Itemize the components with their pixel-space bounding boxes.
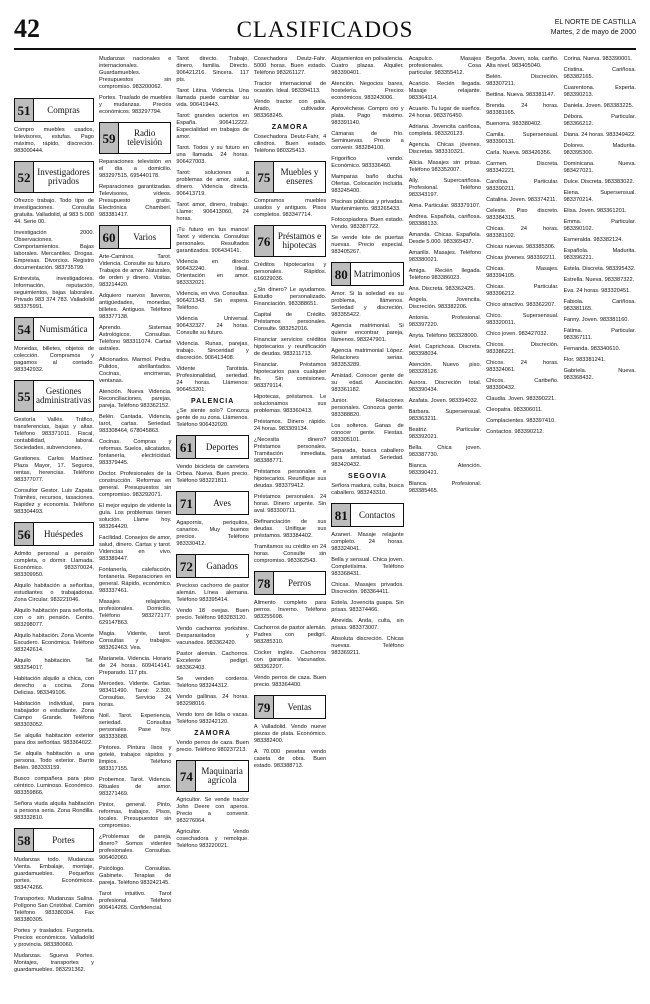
classified-ad: Pintores. Pintura lisos y gotelé, trabajos rápidos y limpios. Teléfono 983317155.: [98, 745, 172, 772]
category-number: 78: [255, 572, 274, 594]
category-header: [176, 554, 248, 578]
category-number: 52: [15, 162, 34, 192]
page-number: 42: [14, 14, 40, 43]
category-header: [14, 317, 94, 341]
classified-ad: Alquilo habitación. Zona Vicente Escudero. Económica. Teléfono 983242614.: [14, 633, 94, 653]
classified-ad: Bárbara. Supersensual. 983363211.: [408, 409, 482, 422]
category-number: 51: [15, 99, 34, 121]
classified-ad: Tarot intuitivo. Tarot profesional. Teléfono 906414265. Confidencial.: [98, 891, 172, 911]
classified-ad: Tractor internacional de ocasión. Ideal. 983394113.: [253, 81, 327, 94]
classified-ad: Se alquila habitación exterior para dos señoritas. 983364022.: [14, 733, 94, 746]
classified-ad: Tarot: grandes aciertos en España. 906412222. Especialidad en trabajos de amor.: [176, 113, 249, 140]
category-header: [331, 503, 403, 527]
category-header: [176, 760, 248, 792]
category-number: 76: [255, 226, 274, 256]
classified-ad: Chico atractivo. 983362207.: [486, 302, 556, 308]
classified-ad: Bianca. Atención. 983390421.: [408, 463, 482, 476]
city-subheading: ZAMORA: [194, 730, 231, 737]
classified-ad: Magia. Vidente, tarot. Consultas y trabajos. 983262463. Vea.: [98, 631, 172, 651]
category-header: [254, 571, 326, 595]
classified-ad: Alimento completo para perros. Inverno. Teléfono 983255698.: [253, 600, 327, 620]
classified-ad: Mudanzas todo. Mudanzas Vienta. Embalaje, montaje, guardamuebles. Pequeños portes. Económicos. 983474266.: [14, 857, 94, 891]
category-number: 80: [332, 263, 351, 285]
classified-ad: Adriana. Jovencita cariñosa, completa. 983320123.: [408, 124, 482, 137]
category-header: [176, 491, 248, 515]
classified-ad: Buenorra. 983380402.: [486, 121, 542, 127]
classified-ad: Financiar. Préstamos hipotecarios para cualquier fin. Sin comisiones. 983379114.: [253, 362, 327, 389]
classified-ad: Videncia. Runas, parejas, trabajo. Sinceridad y discreción. 906413408.: [176, 341, 249, 361]
classified-ad: Chicas. Particular. 983396212.: [486, 284, 559, 297]
classified-ad: Admito personal a pensión completa, o dormir. Llamada. Económico. 983370024, 983309950.: [14, 551, 94, 578]
category-title: Numismática: [39, 323, 88, 334]
category-number: 58: [15, 829, 34, 851]
category-title: Radio televisión: [127, 128, 163, 147]
classified-ad: Préstamos personales e hipotecarios. Reunifique sus deudas. 983379412.: [253, 469, 327, 489]
category-header: [14, 522, 94, 546]
classified-ad: Elena. Supersensual. 983370214.: [563, 190, 636, 203]
classified-ad: Vendo tractor con pala. Arado, cultivador. 983368245.: [253, 99, 327, 119]
classified-ad: Chico joven. 983427032.: [486, 331, 549, 337]
section-title: CLASIFICADOS: [236, 17, 414, 42]
classified-ad: Frigorífico vendo. Económico. 983336460.: [331, 156, 404, 169]
column: [254, 56, 326, 996]
column: [486, 56, 558, 996]
classified-ad: ¡Tu futuro en tus manos! Tarot y videncia. Consultas personales. Resultados garantizados. 906434141.: [176, 227, 249, 254]
classified-ad: Aprendo. Sistemas Astrológicos. Consultas. Teléfono 983311074. Cartas astrales.: [98, 325, 172, 352]
publication-date: Martes, 2 de mayo de 2000: [550, 29, 636, 36]
classified-ad: Elisa. Joven. 983361201.: [563, 208, 627, 214]
classified-ad: Emma. Particular. 983390102.: [563, 219, 636, 232]
classified-ad: Cocker inglés. Cachorros con garantía. Vacunados. 983362207.: [253, 650, 327, 670]
classified-ad: Junior. Relaciones personales. Conozca gente. 983388820.: [331, 398, 404, 418]
classified-ad: Señora madura, culta, busca caballero. 983243310.: [331, 483, 404, 496]
classified-ad: Azaneri. Masaje relajante completo. 24 horas. 983324041.: [331, 532, 404, 552]
classified-ad: Vidente Tarotista. Profesionalidad, seriedad. 24 horas. Llámenos: 906453201.: [176, 366, 249, 393]
category-title: Investigadores privados: [37, 167, 90, 186]
category-header: [14, 98, 94, 122]
category-title: Portes: [52, 834, 75, 845]
classified-ad: Cámaras de frío. Seminuevas. Precio a convenir. 983284100.: [331, 131, 404, 151]
category-header: [176, 435, 248, 459]
classified-ad: Investigación 2000. Observaciones. Comportamientos. Bajas laborales. Mercantiles. Drogas. Empresas. Divorcios. Registro documentación. 983735799.: [14, 230, 94, 271]
classified-ad: Contactos. 983390212.: [486, 429, 544, 435]
category-number: 71: [177, 492, 196, 514]
classified-ad: Agricultor. Se vende tractor John Deere con aperos. Precio a convenir. 983276064.: [176, 797, 249, 824]
classified-ad: Chicos. Caribeño. 983390432.: [486, 378, 559, 391]
classified-ad: Ángela. Jovencita. Discreción. 983382206.: [408, 297, 482, 310]
classified-ad: Cristina. Cariñosa. 983382165.: [563, 67, 636, 80]
classified-ad: Corina. Nueva. 983390001.: [563, 56, 632, 62]
classified-ad: Amistad. Conocer gente de su edad. Asociación. 983361182.: [331, 373, 404, 393]
classified-ad: Agencia. Chicas jóvenes. Discretas. 983310321.: [408, 142, 482, 155]
classified-ad: Belén. Discreción. 983307211.: [486, 74, 559, 87]
classified-ad: Cosechadora Deutz-Fahr, 4 cilindros. Buen estado. Teléfono 980325413.: [253, 134, 327, 154]
classified-ad: Vendo cachorros yorkshire. Desparasitados y vacunados. 983362420.: [176, 626, 249, 646]
classified-ad: Chicos. Discreción. 983386221.: [486, 342, 559, 355]
classified-ad: Créditos hipotecarios y personales. Rápidos. 616029036.: [253, 262, 327, 282]
classified-ad: Amiga. Recién llegada. Teléfono 983386023.: [408, 268, 482, 281]
classified-ad: Amor. Si la soledad es su problema, llámenos. Seriedad y discreción. 983355422.: [331, 291, 404, 318]
classified-ad: ¿Problemas de pareja, dinero? Somos videntes profesionales. Consultas. 906402060.: [98, 834, 172, 861]
classified-ad: Reparaciones garantizadas. Televisores, vídeos. Presupuesto gratis. Electrónica Chamberí. 983381417.: [98, 184, 172, 218]
classified-ad: Acaricio. Recién llegada. Masaje relajante. 983364114.: [408, 81, 482, 101]
classified-ad: Andrea. Española, cariñosa. 983388133.: [408, 214, 482, 227]
classified-ad: A Valladolid. Vendo nueve piezas de plata. Económico. 983382400.: [253, 724, 327, 744]
classified-ad: Aurora. Discreción total. 983390434.: [408, 380, 482, 393]
classified-ad: Agapornis, periquitos, canarios. Muy buenos precios. Teléfono 983330412.: [176, 520, 249, 547]
category-title: Deportes: [205, 441, 239, 452]
classified-ad: Doctor. Profesionales de la construcción. Reformas en general. Presupuestos sin compromiso. 983292071.: [98, 471, 172, 498]
classified-ad: Cuarentona. Experta. 983390213.: [563, 85, 636, 98]
category-number: 56: [15, 523, 34, 545]
category-header: [331, 262, 403, 286]
classified-ad: Se alquila habitación a una persona. Todo exterior. Barrio Belén. 983333159.: [14, 751, 94, 771]
classified-ad: El mejor equipo de vidente la guía. Los problemas tienen solución. Llame hoy. 983264420.: [98, 503, 172, 530]
classified-ad: Aficionados. Marmol. Pedra. Pulidos, abrillantados. Cocinas, encimeras, ventanas.: [98, 357, 172, 384]
category-title: Compras: [47, 104, 80, 115]
category-header: [99, 122, 171, 154]
classified-ad: Amarilis. Masajes. Teléfono 983380021.: [408, 250, 482, 263]
classified-ad: Compramos muebles usados y antiguos. Pisos completos. 983347714.: [253, 198, 327, 218]
classified-ad: Vendo 18 ovejas. Buen precio. Teléfono 983283120.: [176, 608, 249, 621]
classified-ad: Chicas nuevas. 983385306.: [486, 244, 556, 250]
classified-ad: Estrella. Nueva. 983387322.: [563, 277, 635, 283]
classified-ad: Beatriz. Particular. 983392021.: [408, 427, 482, 440]
classified-ad: Estela. Jovencita guapa. Sin prisas. 983374466.: [331, 600, 404, 613]
category-title: Aves: [213, 497, 232, 508]
header-rule: [14, 48, 636, 50]
classified-ad: Consultor Gestor. Luis Zapata. Trámites, recursos, tasaciones. Rapidez y economía. Teléfono 983304493.: [14, 488, 94, 515]
category-number: 72: [177, 555, 196, 577]
classified-ad: Pastor alemán. Cachorros. Excelente pedigrí. 983362403.: [176, 651, 249, 671]
classified-ad: Chicas. 24 horas. 983381102.: [486, 226, 559, 239]
category-number: 79: [255, 696, 274, 718]
classified-ad: Videncia en directo 906432240. Ideal. Orientación en amor. 983332021.: [176, 259, 249, 286]
classified-ad: Gabriela. Nueva. 983368432.: [563, 368, 636, 381]
classified-ad: Préstamos personales. 24 horas. Dinero urgente. Sin aval. 983300711.: [253, 494, 327, 514]
category-title: Perros: [288, 577, 312, 588]
classified-ad: Bella y sensual. Chica joven. Completísima. Teléfono 983368431.: [331, 557, 404, 577]
classified-ad: Bella. Chica joven. 983387730.: [408, 445, 482, 458]
classified-ad: Separada, busca caballero para amistad. Seriedad. 983420432.: [331, 448, 404, 468]
classified-ad: Probemos. Tarot. Videncia. Rituales de amor. 983271469.: [98, 777, 172, 797]
classified-ad: Ana. Discreta. 983362425.: [408, 286, 475, 292]
classified-ad: Acapulco. Masajes profesionales. Cosa particular. 983355412.: [408, 56, 482, 76]
classified-ad: Flor. 983381241.: [563, 357, 606, 363]
classified-ad: Dolores. Madurita. 983395300.: [563, 143, 636, 156]
category-header: [14, 161, 94, 193]
classified-ad: Tramitamos su crédito en 24 horas. Consulte sin compromiso. 983362543.: [253, 544, 327, 564]
city-subheading: PALENCIA: [190, 398, 235, 405]
classified-ad: Española. Madurita. 983396221.: [563, 248, 636, 261]
classified-ad: Esmeralda. 983382124.: [563, 237, 623, 243]
category-header: [254, 161, 326, 193]
classified-ad: Azafata. Joven. 983394032.: [408, 398, 479, 404]
category-title: Maquinaria agrícola: [201, 766, 243, 785]
classified-ad: Financiar servicios créditos hipotecarios y reunificación de deudas. 983211713.: [253, 337, 327, 357]
classified-ad: Portes y traslados. Furgoneta. Precios económicos. Valladolid y provincia. 983380060.: [14, 928, 94, 948]
classified-ad: Piscinas públicas y privadas. Mantenimiento. 983265433.: [331, 199, 404, 212]
classified-ad: Chicos. 24 horas. 983324061.: [486, 360, 559, 373]
classified-ad: Aprovéchese. Compro oro y plata. Pago máximo. 983391140.: [331, 106, 404, 126]
classified-ad: Catalina. Joven. 983374211.: [486, 197, 557, 203]
classified-ad: Vendo bicicleta de carretera Orbea. Nueva. Buen precio. Teléfono 983221811.: [176, 464, 249, 484]
classified-ad: Facilidad. Consejos de amor, salud, dinero. Cartas y tarot. Videncias en vivo. 983389447.: [98, 535, 172, 562]
classified-ad: Agricultor. Vendo cosechadora y remolque. Teléfono 983220021.: [176, 829, 249, 849]
classified-ad: Refinanciación de sus deudas. Unifique sus préstamos. 983384402.: [253, 519, 327, 539]
classified-ad: Chicas. Masajes privados. Discreción. 983364411.: [331, 582, 404, 595]
classified-ad: Diana. 24 horas. 983349422.: [563, 132, 636, 138]
category-number: 59: [100, 123, 119, 153]
classified-ad: Precioso cachorro de pastor alemán. Línea alemana. Teléfono 983395414.: [176, 583, 249, 603]
classified-ad: Reparaciones televisión en el día a domicilio. 983297515. 695440178.: [98, 159, 172, 179]
classified-ad: Noil. Tarot. Experiencia, seriedad. Consultas personales. Pase hoy. 983333688.: [98, 713, 172, 740]
classified-ad: Videncia, en vivo. Consultas. 906421343. Sin espera. Teléfono.: [176, 291, 249, 311]
category-header: [254, 225, 326, 257]
classified-ad: Los solteros. Ganas de conocer gente. Fiestas. 983305101.: [331, 423, 404, 443]
classified-ad: Cleopatra. 983306011.: [486, 407, 543, 413]
classified-ad: Fabiola. Cariñosa. 983381165.: [563, 299, 636, 312]
classified-ad: Daniela. Joven. 983383225.: [563, 103, 634, 109]
classified-ad: Cachorros de pastor alemán. Padres con pedigrí. 983285310.: [253, 625, 327, 645]
classified-ad: Vendo perros de caza. Buen precio. 983364400.: [253, 675, 327, 688]
city-subheading: SEGOVIA: [348, 473, 387, 480]
classified-ad: Alojamientos en polivalencia. Cuatro plazas. Alquiler. 983390401.: [331, 56, 404, 76]
classified-ad: Blanca. Profesional. 983385465.: [408, 481, 482, 494]
classified-ad: Anyta. Teléfono 983328000.: [408, 333, 479, 339]
column-spacer: [14, 56, 94, 92]
classified-ad: Begoña. Joven, sola, cariño. Alta nivel. 983405040.: [486, 56, 559, 69]
classified-ad: Monedas, billetes, objetos de colección. Compramos y pagamos al contado. 983342932.: [14, 346, 94, 373]
classified-ad: Fanny. Joven. 983381160.: [563, 317, 629, 323]
classified-ad: Ally. Supercariñosa. Profesional. Teléfono 983343197.: [408, 178, 482, 198]
category-title: Contactos: [358, 509, 395, 520]
classified-ad: Vendo toro de lidia o vacas. Teléfono 983242120.: [176, 712, 249, 725]
category-number: 54: [15, 318, 34, 340]
classified-ad: Transportes. Mudanzas Salina. Polígono San Cristóbal. Camión Teléfono 983380304. Fax 983380305.: [14, 896, 94, 923]
classified-ad: Entrevista, investigadores. Información, reputación, seguimientos, bajas laborales. Privado 983 374 783. Valladolid 983375991.: [14, 276, 94, 310]
classified-ad: Fotocopiadora. Buen estado. Vendo. 983387722.: [331, 217, 404, 230]
classified-ad: Ofrezco trabajo. Todo tipo de investigaciones. Consulta gratuita. Valladolid, al 983 5.000 44. Serie 00.: [14, 198, 94, 225]
city-subheading: ZAMORA: [271, 124, 309, 131]
classified-ad: Acuario. Tu lugar de sueños. 24 horas. 983376450.: [408, 106, 482, 119]
classified-ad: Chico. Supersensual. 983320011.: [486, 313, 559, 326]
classified-ad: Estela. Discreta. 983395432.: [563, 266, 636, 272]
classified-ad: Tarot amor, dinero, trabajo. Llame: 906413060, 24 horas.: [176, 202, 249, 222]
classified-ad: Bettina. Nueva. 983381147.: [486, 92, 556, 98]
classified-ad: Chicas jóvenes. 983392211.: [486, 255, 557, 261]
classified-ad: Se vende lote de puertas nuevas. Precio especial. 983405267.: [331, 235, 404, 255]
classified-ad: Agencia matrimonial. Si quiere encontrar pareja, llámenos. 983247901.: [331, 323, 404, 343]
classified-ad: Atención. Nueva Videncia. Reconciliaciones, parejas, pareja. Teléfono 983362152.: [98, 389, 172, 409]
classified-ad: Alicia. Masajes sin prisas. Teléfono 983352007.: [408, 160, 482, 173]
classified-ad: Tarot directo. Trabajo, dinero, familia. Directo. 906421216. Sincera. 117 pts.: [176, 56, 249, 83]
category-number: 75: [255, 162, 274, 192]
classified-ad: Marianela. Videncia. Horario de 24 horas. 609414141. Preparado. 117 pts.: [98, 656, 172, 676]
classified-ad: Brenda. 24 horas. 983381165.: [486, 103, 559, 116]
category-title: Muebles y enseres: [280, 167, 319, 186]
classified-ad: Gestoría Vallés. Tráfico, transferencias, bajas y altas. Teléfono 983371011. Fiscal, contabilidad, laboral. Sociedades, subvenciones.: [14, 417, 94, 451]
category-header: [99, 225, 171, 249]
classifieds-columns: [14, 56, 636, 996]
category-title: Ganados: [206, 560, 238, 571]
classified-ad: Antonia. Profesional. 983397220.: [408, 315, 482, 328]
column: [14, 56, 94, 996]
classified-ad: ¿Sin dinero? Le ayudamos. Estudio personalizado. Financiación. 983388651.: [253, 287, 327, 307]
classified-ad: Alquilo habitación a señoritas, estudiantes o trabajadoras. Zona Circular. 983221046.: [14, 583, 94, 603]
publication-name: EL NORTE DE CASTILLA: [554, 19, 636, 26]
classified-ad: Agencia matrimonial López. Relaciones serias. 983353289.: [331, 348, 404, 368]
classified-ad: Fátima. Particular. 983367111.: [563, 328, 636, 341]
classified-ad: Eva. 24 horas. 983320451.: [563, 288, 631, 294]
classified-ad: Alquilo habitación. Tel. 983254017.: [14, 658, 94, 671]
classified-ad: Capital de Crédito. Préstamos personales. Consulte. 983252016.: [253, 312, 327, 332]
category-title: Ventas: [287, 701, 312, 712]
classified-ad: Carolina. Particular. 983390211.: [486, 179, 559, 192]
classified-ad: Hipotecas, préstamos. Le solucionamos sus problemas. 983360413.: [253, 394, 327, 414]
classified-ad: Complacientes. 983397410.: [486, 418, 556, 424]
classified-ad: Vendo gallinas. 24 horas. 983298016.: [176, 694, 249, 707]
classified-ad: Arte-Caminos. Tarot. Videncia. Consulte su futuro. Trabajos de amor. Naturales, de orden y dinero. Visitas. 983214420.: [98, 254, 172, 288]
category-title: Varios: [133, 231, 157, 242]
classified-ad: Atención. Nuevo piso. 983328126.: [408, 362, 482, 375]
category-header: [14, 380, 94, 412]
classified-ad: Pintor, general. Pinto, reformas, trabajos. Pisos, locales. Presupuestos sin compromiso.: [98, 802, 172, 829]
classified-ad: Dominicana. Nueva. 983427021.: [563, 161, 636, 174]
classified-ad: Carmen. Discreta. 983342221.: [486, 161, 559, 174]
classified-ad: Psicólogo. Consultas. Gabinete. Terapias de pareja. Teléfono 983242145.: [98, 866, 172, 886]
classified-ad: ¿Se siente solo? Conozca gente de su zona. Llámenos. Teléfono 906432020.: [176, 408, 249, 428]
publication-info: [551, 18, 636, 38]
category-title: Gestiones administrativas: [36, 386, 91, 405]
classified-ad: Portes. Traslado de muebles y mudanzas. Precios económicos. 983297794.: [98, 95, 172, 115]
column: [99, 56, 171, 996]
classified-ad: Señora viuda alquila habitación a persona seria. Zona Rondilla. 983332810.: [14, 801, 94, 821]
classified-ad: Chicas. Masajes. 983394105.: [486, 266, 559, 279]
classified-ad: Alquilo habitación para señorita, con o sin pensión. Centro. 983298077.: [14, 608, 94, 628]
classified-ad: Alma. Particular. 983379107.: [408, 203, 481, 209]
classified-ad: Masajes relajantes, profesionales. Domicilio. Teléfono 983272177. 629147863.: [98, 599, 172, 626]
classified-ad: Mercedes. Vidente. Cartas. 983411490. Tarot: 2.300. Consultas. Servicio 24 horas.: [98, 681, 172, 708]
classified-ad: Gestiones. Carlos Martínez. Plaza Mayor, 17. Seguros, rentas, herencias. Teléfono 983377077.: [14, 456, 94, 483]
classified-ad: Atención. Negocios bares, hostelería. Precios económicos. 983243006.: [331, 81, 404, 101]
classified-ad: Belén. Cantada. Videncia, tarot, cartas. Seriedad. 983308464, 678045863.: [98, 414, 172, 434]
classified-ad: Habitación individual, para trabajador o estudiante. Zona Campo Grande. Teléfono 983303052.: [14, 701, 94, 728]
category-number: 61: [177, 436, 196, 458]
category-number: 60: [100, 226, 119, 248]
classified-ad: Habitación alquilo a chica, con derecho a cocina. Zona Delicias. 983349106.: [14, 676, 94, 696]
classified-ad: Carla. Nueva. 983426356.: [486, 150, 552, 156]
classified-ad: Débora. Particular. 983366212.: [563, 114, 636, 127]
classified-ad: Claudia. Joven. 983390221.: [486, 396, 556, 402]
classified-ad: Amanda. Chicas. Española. Desde 5.000. 983365437.: [408, 232, 482, 245]
column: [564, 56, 636, 996]
column: [176, 56, 248, 996]
classified-ad: Mudanzas. Sgueva Portes. Montajes, transportes y guardamuebles. 983291362.: [14, 953, 94, 973]
classified-ad: Videncia Universal. 906432327. 24 horas. Consulte su futuro.: [176, 316, 249, 336]
column: [331, 56, 403, 996]
category-number: 74: [177, 761, 196, 791]
classified-ad: Cosechadora Deutz-Fahr. 5000 horas. Buen estado. Teléfono 983261127.: [253, 56, 327, 76]
classified-ad: Camila. Supersensual. 983390131.: [486, 132, 559, 145]
classified-ad: A 70.000 pesetas vendo caseta de obra. Buen estado. 983388713.: [253, 749, 327, 769]
classified-ad: Absoluta discreción. Chicas nuevas. Teléfono 983369211.: [331, 636, 404, 656]
classified-ad: Mudanzas nacionales e internacionales. Guardamuebles. Presupuestos sin compromiso. 983200062.: [98, 56, 172, 90]
classified-ad: ¿Necesita dinero? Préstamos personales. Tramitación inmediata. 983388771.: [253, 437, 327, 464]
category-title: Préstamos e hipotecas: [277, 231, 322, 250]
category-header: [14, 828, 94, 852]
classified-ad: Vendo perros de caza. Buen precio. Teléfono 980237213.: [176, 740, 249, 753]
category-title: Matrimonios: [353, 268, 401, 279]
classified-ad: Tarot: soluciones a problemas de amor, salud, dinero. Videncia directa. 906413719.: [176, 170, 249, 197]
classified-ad: Compro muebles usados, televisores, estufas. Pago máximo, rápido, discreción. 983000444.: [14, 127, 94, 154]
classified-ad: Celeste. Piso discreto. 983384315.: [486, 208, 559, 221]
page-header: [14, 14, 636, 46]
classified-ad: Préstamos. Dinero rápido. 24 horas. 983309134.: [253, 419, 327, 432]
category-header: [254, 695, 326, 719]
classified-ad: Fontanería, calefacción, fontanería. Reparaciones en general. Rápido, económico. 983337461.: [98, 567, 172, 594]
classified-ad: Tarot. Todos y su futuro en una llamada. 24 horas. 906427003.: [176, 145, 249, 165]
column: [409, 56, 481, 996]
classified-ad: Se venden corderos. Teléfono 983244312.: [176, 676, 249, 689]
classified-ad: Atrevida. Anda, culta, sin prisas. 983373007.: [331, 618, 404, 631]
classified-ad: Cocinas. Compras y reformas. Suelos, alicatados, fontanería, electricidad. 983379445.: [98, 439, 172, 466]
classified-ad: Adquiero nuevos llaveros, antigüedades, monedas, billetes. Antiguos. Teléfono 983377138.: [98, 293, 172, 320]
classified-ad: Ariel. Caprichosa. Discreta. 983398034.: [408, 344, 482, 357]
classified-ad: Busco compañera para piso céntrico. Luminoso. Económico. 983359866.: [14, 776, 94, 796]
classified-ad: Fernanda. 983340610.: [563, 346, 621, 352]
classified-ad: Tarot Litina. Videncia. Una llamada puede cambiar su vida. 906419443.: [176, 88, 249, 108]
classified-ad: Dulce. Discreta. 983383022.: [563, 179, 635, 185]
category-title: Huéspedes: [43, 528, 83, 539]
category-number: 55: [15, 381, 34, 411]
category-number: 81: [332, 504, 351, 526]
classified-ad: Mamparas baño ducha. Ofertas. Colocación incluida. 983245400.: [331, 174, 404, 194]
